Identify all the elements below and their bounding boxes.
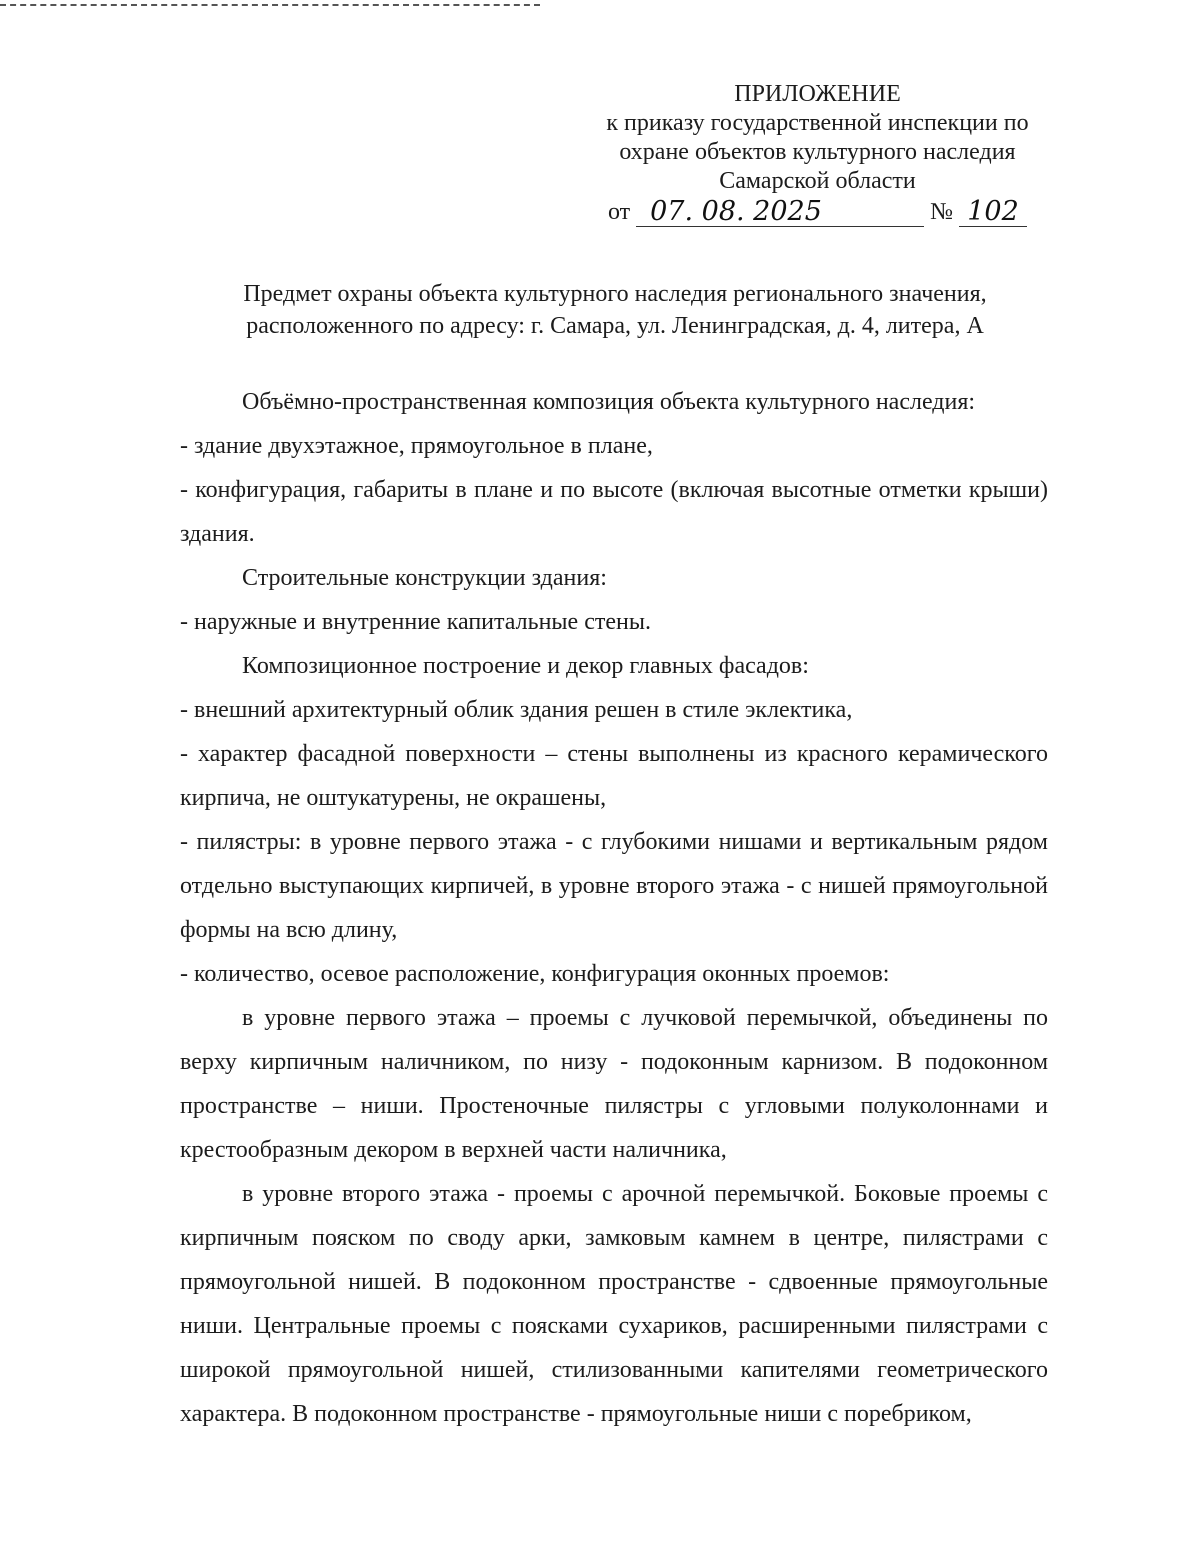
handwritten-number: 102 (959, 198, 1027, 227)
section-heading-structures: Строительные конструкции здания: (242, 565, 607, 591)
order-reference-line-3: Самарской области (719, 168, 916, 194)
handwritten-date: 07. 08. 2025 (636, 198, 924, 227)
section-heading-composition: Объёмно-пространственная композиция объекта культурного наследия: (242, 389, 976, 415)
document-subject (150, 278, 1080, 342)
attachment-header (560, 80, 1075, 227)
subject-line-2: расположенного по адресу: г. Самара, ул. Ленинградская, д. 4, литера, А (246, 313, 984, 339)
number-prefix: № (930, 199, 954, 225)
document-body (180, 380, 1048, 1436)
attachment-title: ПРИЛОЖЕНИЕ (734, 81, 901, 107)
list-item: - наружные и внутренние капитальные стены. (180, 609, 651, 635)
order-reference-line-1: к приказу государственной инспекции по (606, 110, 1029, 136)
list-item: - здание двухэтажное, прямоугольное в плане, (180, 433, 653, 459)
list-item: - характер фасадной поверхности – стены выполнены из красного керамического кирпича, не оштукатурены, не окрашены, (180, 741, 1048, 811)
order-date-line (560, 198, 1075, 227)
list-item: - внешний архитектурный облик здания решен в стиле эклектика, (180, 697, 853, 723)
first-floor-openings-paragraph: в уровне первого этажа – проемы с лучковой перемычкой, объединены по верху кирпичным наличником, по низу - подоконным карнизом. В подоконном пространстве – ниши. Простеночные пилястры с угловыми полуколоннами и крестообразным декором в верхней части наличника, (180, 1005, 1048, 1163)
list-item: - пилястры: в уровне первого этажа - с глубокими нишами и вертикальным рядом отдельно выступающих кирпичей, в уровне второго этажа - с нишей прямоугольной формы на всю длину, (180, 829, 1048, 943)
subject-line-1: Предмет охраны объекта культурного наследия регионального значения, (243, 281, 987, 307)
date-prefix: от (607, 199, 631, 225)
order-reference-line-2: охране объектов культурного наследия (619, 139, 1016, 165)
list-item: - количество, осевое расположение, конфигурация оконных проемов: (180, 961, 890, 987)
second-floor-openings-paragraph: в уровне второго этажа - проемы с арочной перемычкой. Боковые проемы с кирпичным пояском по своду арки, замковым камнем в центре, пилястрами с прямоугольной нишей. В подоконном пространстве - сдвоенные прямоугольные ниши. Центральные проемы с поясками сухариков, расширенными пилястрами с широкой прямоугольной нишей, стилизованными капителями геометрического характера. В подоконном пространстве - прямоугольные ниши с поребриком, (180, 1181, 1048, 1427)
scan-edge-dashes (0, 4, 540, 6)
section-heading-facades: Композиционное построение и декор главных фасадов: (242, 653, 809, 679)
list-item: - конфигурация, габариты в плане и по высоте (включая высотные отметки крыши) здания. (180, 477, 1048, 547)
